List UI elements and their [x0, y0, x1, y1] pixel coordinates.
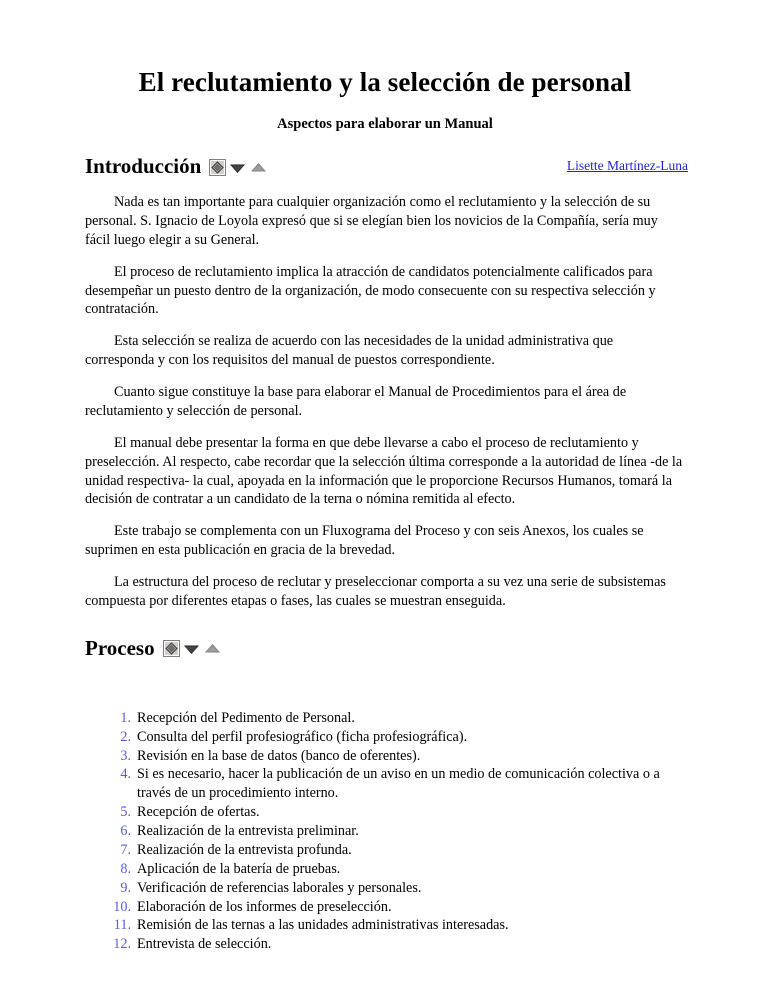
list-item-label: Entrevista de selección.	[137, 936, 272, 953]
list-item-number: 5.	[120, 804, 131, 821]
section-header-introduccion	[85, 153, 688, 179]
heading-icon-group-proceso	[163, 640, 222, 657]
paragraph: El manual debe presentar la forma en que debe llevarse a cabo el proceso de reclutamiento y preselección. Al respecto, cabe recordar que la selección última corresponde a la autoridad de línea -de la unidad respectiva- la cual, apoyada en la información que le proporcione Recursos Humanos, tomará la decisión de contratar a un candidato de la terna o nómina remitida al efecto.	[85, 434, 683, 508]
triangle-up-icon[interactable]	[203, 640, 222, 657]
section-header-proceso	[85, 635, 685, 661]
list-item	[85, 860, 685, 879]
paragraph: Cuanto sigue constituye la base para elaborar el Manual de Procedimientos para el área de reclutamiento y selección de personal.	[85, 384, 627, 419]
list-item	[85, 803, 685, 822]
list-item-label: Realización de la entrevista preliminar.	[137, 823, 359, 840]
list-item-number: 6.	[120, 823, 131, 840]
list-item-label: Recepción del Pedimento de Personal.	[137, 709, 355, 726]
list-item-label: Elaboración de los informes de preselección.	[137, 898, 392, 915]
list-item	[85, 935, 685, 954]
paragraph: Nada es tan importante para cualquier organización como el reclutamiento y la selección de su personal. S. Ignacio de Loyola expresó que si se elegían bien los novicios de la Compañía, sería muy fácil luego elegir a su General.	[85, 194, 658, 248]
list-item-label: Si es necesario, hacer la publicación de un aviso en un medio de comunicación colectiva o a través de un procedimiento interno.	[137, 766, 660, 802]
author-link[interactable]: Lisette Martínez-Luna	[566, 158, 688, 174]
heading-icon-group-introduccion	[209, 159, 268, 176]
triangle-down-icon[interactable]	[182, 640, 201, 657]
paragraph: El proceso de reclutamiento implica la atracción de candidatos potencialmente calificados para desempeñar un puesto dentro de la organización, de modo consecuente con su respectiva selección y contratación.	[85, 263, 656, 318]
list-item-number: 8.	[120, 860, 131, 877]
list-item-label: Realización de la entrevista profunda.	[137, 841, 352, 858]
list-item	[85, 728, 685, 747]
list-item	[85, 916, 685, 935]
page-title: El reclutamiento y la selección de personal	[138, 67, 632, 97]
list-item-number: 7.	[120, 841, 131, 858]
list-item	[85, 747, 685, 766]
section-heading-introduccion: Introducción	[85, 154, 202, 178]
paragraph: La estructura del proceso de reclutar y preseleccionar comporta a su vez una serie de subsistemas compuesta por diferentes etapas o fases, las cuales se muestran enseguida.	[85, 574, 666, 609]
list-item-number: 3.	[120, 747, 131, 764]
process-steps-list	[85, 661, 685, 954]
triangle-up-icon[interactable]	[249, 159, 268, 176]
list-item	[85, 709, 685, 728]
list-item	[85, 841, 685, 860]
list-item	[85, 765, 685, 803]
list-item-number: 9.	[120, 879, 131, 896]
list-item-number: 12.	[113, 936, 131, 953]
page-subtitle: Aspectos para elaborar un Manual	[277, 115, 493, 132]
list-item-label: Aplicación de la batería de pruebas.	[137, 860, 341, 877]
triangle-down-icon[interactable]	[228, 159, 247, 176]
diamond-box-icon[interactable]	[163, 640, 180, 657]
document-content	[85, 0, 688, 954]
list-item-label: Remisión de las ternas a las unidades administrativas interesadas.	[137, 917, 509, 934]
list-item-number: 1.	[120, 709, 131, 726]
list-item-label: Recepción de ofertas.	[137, 804, 260, 821]
list-item-label: Revisión en la base de datos (banco de oferentes).	[137, 747, 421, 764]
section-heading-proceso: Proceso	[85, 635, 155, 660]
list-item	[85, 879, 685, 898]
list-item-number: 4.	[120, 766, 131, 783]
list-item	[85, 822, 685, 841]
list-item-number: 11.	[113, 917, 131, 934]
list-item-number: 10.	[113, 898, 131, 915]
paragraph: Esta selección se realiza de acuerdo con las necesidades de la unidad administrativa que corresponda y con los requisitos del manual de puestos correspondiente.	[85, 333, 614, 369]
diamond-box-icon[interactable]	[209, 159, 226, 176]
list-item-label: Verificación de referencias laborales y personales.	[137, 879, 422, 896]
list-item-number: 2.	[120, 728, 131, 745]
paragraph: Este trabajo se complementa con un Fluxograma del Proceso y con seis Anexos, los cuales se suprimen en esta publicación en gracia de la brevedad.	[85, 523, 644, 559]
list-item-label: Consulta del perfil profesiográfico (ficha profesiográfica).	[137, 728, 468, 745]
list-item	[85, 898, 685, 917]
